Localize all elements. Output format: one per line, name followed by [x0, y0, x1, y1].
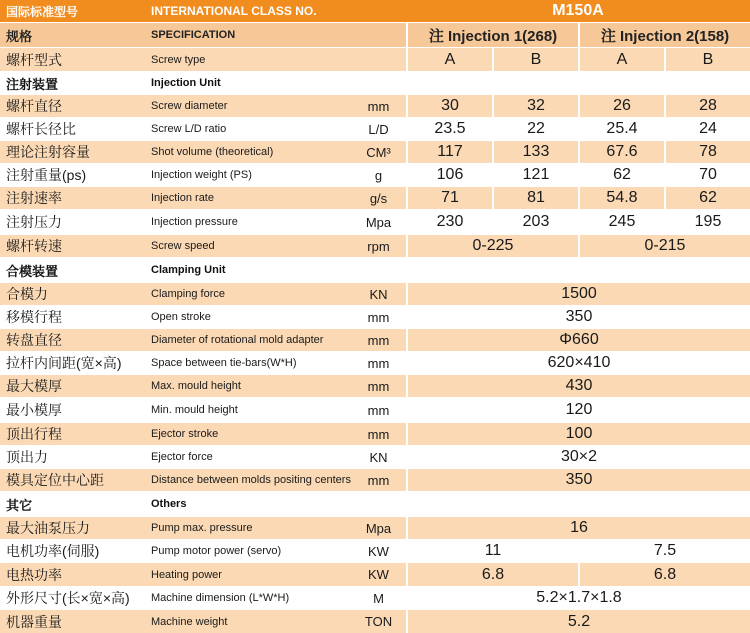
row-label-en: Injection rate	[151, 192, 214, 204]
model-name: M150A	[552, 2, 604, 19]
row-label-en: Screw speed	[151, 240, 215, 252]
value-cell: 430	[406, 375, 750, 397]
row-label-en: Screw type	[151, 53, 206, 66]
ejector-stroke-row	[0, 423, 750, 445]
value-cell: 5.2	[406, 610, 750, 633]
value-cell: 78	[664, 141, 750, 163]
value-cell: 0-225	[406, 235, 578, 257]
value-cell: 6.8	[406, 563, 578, 586]
value-cell: 350	[406, 306, 750, 328]
unit-cell: TON	[364, 614, 393, 629]
row-label-en: Screw diameter	[151, 100, 228, 112]
unit-cell: mm	[367, 402, 390, 418]
value-cell: 32	[492, 95, 578, 117]
unit-cell: M	[373, 590, 384, 606]
value-cell: A	[578, 48, 664, 71]
row-label-en: Pump max. pressure	[151, 522, 253, 534]
screw-ld-ratio-row	[0, 118, 750, 140]
unit-cell: mm	[367, 378, 390, 394]
section-clamping-unit	[0, 258, 750, 282]
screw-diameter-row	[0, 95, 750, 117]
row-label-en: Open stroke	[151, 311, 211, 323]
unit-cell: mm	[367, 426, 390, 442]
unit-cell: Mpa	[365, 214, 392, 230]
value-cell: 117	[406, 141, 492, 163]
value-cell: B	[664, 48, 750, 71]
row-label-en: Ejector force	[151, 451, 213, 463]
row-label-cn: 移模行程	[6, 309, 62, 325]
value-cell: 24	[664, 118, 750, 140]
unit-cell: mm	[367, 332, 390, 348]
shot-volume-row	[0, 141, 750, 163]
value-cell: 245	[578, 210, 664, 234]
screw-type-row	[0, 48, 750, 71]
heating-power-row	[0, 563, 750, 586]
row-label-en: Shot volume (theoretical)	[151, 146, 274, 158]
unit-cell: KW	[368, 567, 389, 582]
row-label-cn: 螺杆长径比	[6, 121, 76, 137]
value-cell: 0-215	[578, 235, 750, 257]
unit-cell: rpm	[367, 238, 390, 254]
row-label-cn: 螺杆直径	[6, 98, 62, 114]
row-label-en: Machine weight	[151, 615, 228, 628]
unit-cell: mm	[367, 98, 390, 114]
value-cell: 203	[492, 210, 578, 234]
unit-cell: KN	[369, 286, 388, 302]
row-label-en: Clamping force	[151, 288, 225, 300]
value-cell: 230	[406, 210, 492, 234]
value-cell: 5.2×1.7×1.8	[406, 587, 750, 609]
value-cell: 11	[406, 540, 578, 562]
tie-bar-space-row	[0, 352, 750, 374]
row-label-en: Min. mould height	[151, 404, 238, 416]
row-label-en: Injection weight (PS)	[151, 169, 252, 181]
section-title-cn: 注射装置	[6, 76, 59, 92]
value-cell: 6.8	[578, 563, 750, 586]
value-cell: 16	[406, 517, 750, 539]
row-label-cn: 电机功率(伺服)	[6, 543, 100, 559]
unit-cell: L/D	[368, 121, 389, 137]
row-label-en: Max. mould height	[151, 380, 241, 392]
value-cell: 7.5	[578, 540, 750, 562]
row-label-cn: 最大油泵压力	[6, 520, 90, 536]
row-label-cn: 最大模厚	[6, 378, 62, 394]
mold-center-distance-row	[0, 469, 750, 491]
value-cell: 350	[406, 469, 750, 491]
value-cell: 195	[664, 210, 750, 234]
row-label-cn: 顶出行程	[6, 426, 62, 442]
row-label-en: Machine dimension (L*W*H)	[151, 592, 290, 604]
min-mould-height-row	[0, 398, 750, 422]
injection-weight-row	[0, 164, 750, 186]
row-label-cn: 外形尺寸(长×宽×高)	[6, 590, 130, 606]
value-cell: 62	[578, 164, 664, 186]
value-cell: 620×410	[406, 352, 750, 374]
value-cell: 133	[492, 141, 578, 163]
injection-rate-row	[0, 187, 750, 209]
header-row	[0, 0, 750, 22]
spec-label-cn: 规格	[6, 28, 33, 44]
header-label-cn: 国际标准型号	[6, 4, 79, 19]
row-label-cn: 注射压力	[6, 214, 62, 230]
value-cell: 81	[492, 187, 578, 209]
row-label-cn: 螺杆型式	[6, 51, 62, 68]
value-cell: 121	[492, 164, 578, 186]
section-others	[0, 492, 750, 516]
section-title-en: Clamping Unit	[151, 264, 226, 276]
row-label-en: Injection pressure	[151, 216, 238, 228]
section-title-cn: 合模装置	[6, 263, 59, 279]
injection-pressure-row	[0, 210, 750, 234]
row-label-en: Distance between molds positing centers	[151, 474, 351, 486]
value-cell: B	[492, 48, 578, 71]
spec-header-row	[0, 23, 750, 47]
value-cell: 30	[406, 95, 492, 117]
row-label-cn: 电热功率	[6, 566, 62, 583]
row-label-cn: 最小模厚	[6, 402, 62, 418]
section-title-en: Injection Unit	[151, 77, 221, 89]
section-title-cn: 其它	[6, 497, 33, 513]
row-label-en: Space between tie-bars(W*H)	[151, 357, 297, 369]
ejector-force-row	[0, 446, 750, 468]
clamping-force-row	[0, 283, 750, 305]
value-cell: 1500	[406, 283, 750, 305]
rotational-adapter-diameter-row	[0, 329, 750, 351]
unit-cell: mm	[367, 355, 390, 371]
injection2-header: 注 Injection 2(158)	[578, 23, 750, 47]
row-label-cn: 模具定位中心距	[6, 472, 104, 488]
unit-cell: mm	[367, 472, 390, 488]
row-label-en: Heating power	[151, 568, 222, 581]
machine-dimension-row	[0, 587, 750, 609]
row-label-cn: 顶出力	[6, 449, 48, 465]
row-label-en: Diameter of rotational mold adapter	[151, 334, 324, 346]
unit-cell: Mpa	[365, 520, 392, 536]
unit-cell: g/s	[369, 190, 388, 206]
value-cell: 100	[406, 423, 750, 445]
value-cell: 23.5	[406, 118, 492, 140]
value-cell: 62	[664, 187, 750, 209]
row-label-cn: 转盘直径	[6, 332, 62, 348]
unit-cell: KN	[369, 449, 388, 465]
unit-cell: g	[374, 167, 383, 183]
open-stroke-row	[0, 306, 750, 328]
value-cell: A	[406, 48, 492, 71]
pump-max-pressure-row	[0, 517, 750, 539]
value-cell: 120	[406, 398, 750, 422]
value-cell: 106	[406, 164, 492, 186]
value-cell: 70	[664, 164, 750, 186]
unit-cell: KW	[368, 543, 389, 559]
row-label-en: Pump motor power (servo)	[151, 545, 282, 557]
screw-speed-row	[0, 235, 750, 257]
row-label-cn: 机器重量	[6, 613, 62, 630]
value-cell: 67.6	[578, 141, 664, 163]
row-label-cn: 理论注射容量	[6, 144, 90, 160]
value-cell: 30×2	[406, 446, 750, 468]
header-label-en: INTERNATIONAL CLASS NO.	[151, 4, 317, 18]
row-label-cn: 合模力	[6, 286, 48, 302]
value-cell: 28	[664, 95, 750, 117]
unit-cell: mm	[367, 309, 390, 325]
spec-label-en: SPECIFICATION	[151, 29, 236, 41]
value-cell: 26	[578, 95, 664, 117]
value-cell: 22	[492, 118, 578, 140]
row-label-cn: 螺杆转速	[6, 238, 62, 254]
value-cell: 71	[406, 187, 492, 209]
machine-weight-row	[0, 610, 750, 633]
row-label-en: Screw L/D ratio	[151, 123, 227, 135]
value-cell: 54.8	[578, 187, 664, 209]
row-label-cn: 拉杆内间距(宽×高)	[6, 355, 122, 371]
section-injection-unit	[0, 72, 750, 94]
value-cell: 25.4	[578, 118, 664, 140]
row-label-cn: 注射速率	[6, 190, 62, 206]
row-label-en: Ejector stroke	[151, 428, 219, 440]
max-mould-height-row	[0, 375, 750, 397]
unit-cell: CM³	[366, 144, 391, 160]
pump-motor-power-row	[0, 540, 750, 562]
row-label-cn: 注射重量(ps)	[6, 167, 87, 183]
injection1-header: 注 Injection 1(268)	[406, 23, 578, 47]
section-title-en: Others	[151, 498, 187, 510]
value-cell: Φ660	[406, 329, 750, 351]
